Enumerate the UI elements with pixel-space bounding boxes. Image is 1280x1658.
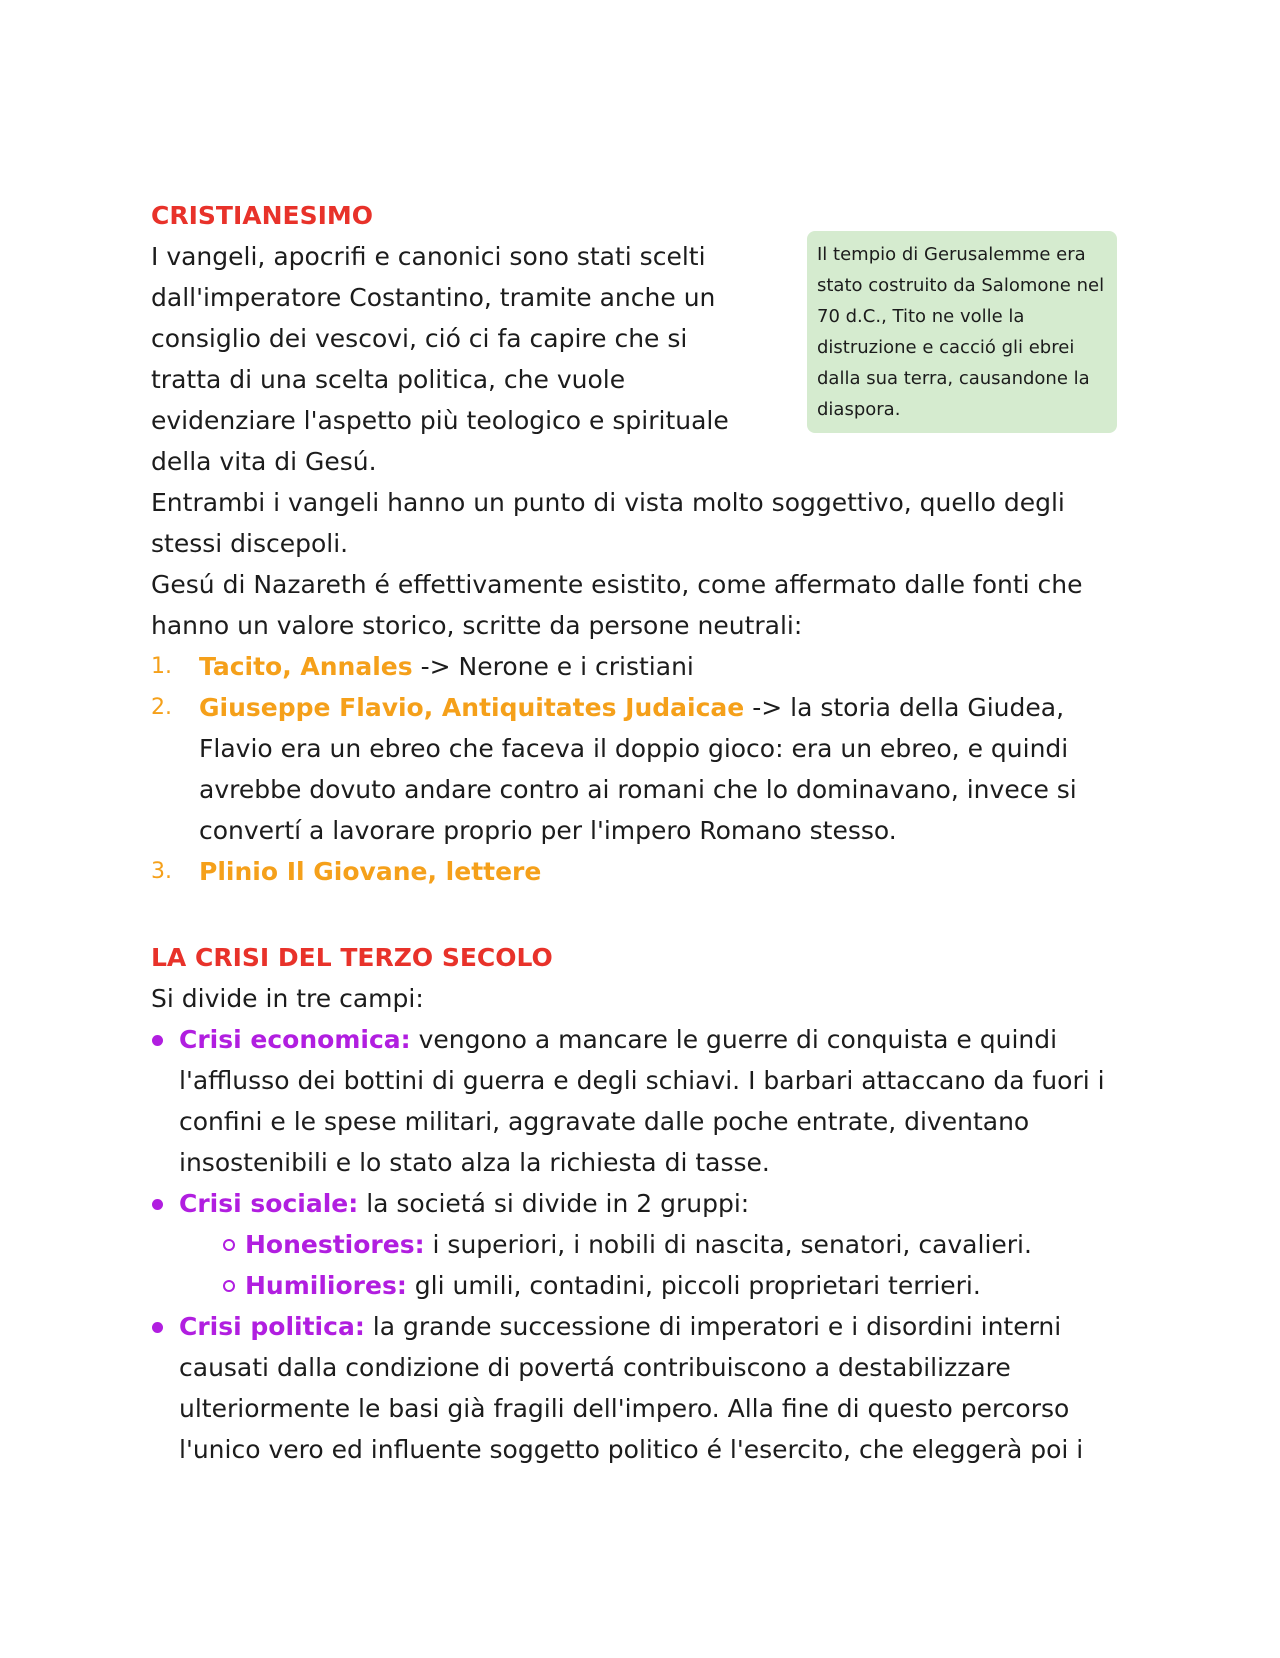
list-item (151, 851, 1131, 892)
crisi-text: vengono a mancare le guerre di conquista e quindi l'afflusso dei bottini di guerra e degli schiavi. I barbari attaccano da fuori i confini e le spese militari, aggravate dalle poche entrate, diventano insostenibili e lo stato alza la richiesta di tasse. (179, 1025, 1105, 1177)
group-text: i superiori, i nobili di nascita, senatori, cavalieri. (424, 1230, 1032, 1259)
bullet-icon (152, 1199, 163, 1210)
list-item (151, 646, 1131, 687)
document-page (151, 195, 1131, 1470)
note-box: Il tempio di Gerusalemme era stato costruito da Salomone nel 70 d.C., Tito ne volle la distruzione e cacció gli ebrei dalla sua terra, causandone la diaspora. (807, 231, 1117, 433)
source-title: Tacito, Annales (199, 652, 413, 681)
crisi-label: Crisi politica: (179, 1312, 365, 1341)
list-item (151, 1306, 1131, 1470)
paragraph-gesu: Gesú di Nazareth é effettivamente esistito, come affermato dalle fonti che hanno un valore storico, scritte da persone neutrali: (151, 570, 1083, 640)
list-item (151, 1019, 1131, 1183)
list-item (223, 1224, 1131, 1265)
bullet-icon (152, 1035, 163, 1046)
list-number: 1. (151, 654, 172, 679)
source-title: Plinio Il Giovane, lettere (199, 857, 542, 886)
source-text: -> la storia della Giudea, Flavio era un ebreo che faceva il doppio gioco: era un ebreo, e quindi avrebbe dovuto andare contro ai romani che lo dominavano, invece si convertí a lavorare proprio per l'impero Romano stesso. (199, 693, 1077, 845)
crisi-text: la societá si divide in 2 gruppi: (358, 1189, 750, 1218)
list-item (151, 1183, 1131, 1306)
group-text: gli umili, contadini, piccoli proprietari terrieri. (406, 1271, 981, 1300)
list-number: 3. (151, 859, 172, 884)
sources-list (151, 646, 1131, 892)
groups-list (179, 1224, 1131, 1306)
section-title-cristianesimo: CRISTIANESIMO (151, 201, 374, 230)
paragraph-vangeli: Entrambi i vangeli hanno un punto di vista molto soggettivo, quello degli stessi discepoli. (151, 488, 1065, 558)
circle-bullet-icon (223, 1280, 235, 1292)
crisi-intro: Si divide in tre campi: (151, 984, 424, 1013)
list-item (151, 687, 1131, 851)
list-item (223, 1265, 1131, 1306)
bullet-icon (152, 1322, 163, 1333)
section-title-crisi: LA CRISI DEL TERZO SECOLO (151, 943, 553, 972)
crisi-text: la grande successione di imperatori e i disordini interni causati dalla condizione di povertá contribuiscono a destabilizzare ulteriormente le basi già fragili dell'impero. Alla fine di questo percorso l'unico vero ed influente soggetto politico é l'esercito, che eleggerà poi i (179, 1312, 1084, 1464)
list-number: 2. (151, 695, 172, 720)
crisi-list (151, 1019, 1131, 1470)
intro-paragraph: I vangeli, apocrifi e canonici sono stati scelti dall'imperatore Costantino, tramite anche un consiglio dei vescovi, ció ci fa capire che si tratta di una scelta politica, che vuole evidenziare l'aspetto più teologico e spirituale della vita di Gesú. (151, 242, 729, 476)
crisi-label: Crisi sociale: (179, 1189, 359, 1218)
source-title: Giuseppe Flavio, Antiquitates Judaicae (199, 693, 745, 722)
group-label: Honestiores: (245, 1230, 425, 1259)
crisi-label: Crisi economica: (179, 1025, 411, 1054)
group-label: Humiliores: (245, 1271, 407, 1300)
source-text: -> Nerone e i cristiani (412, 652, 694, 681)
circle-bullet-icon (223, 1239, 235, 1251)
